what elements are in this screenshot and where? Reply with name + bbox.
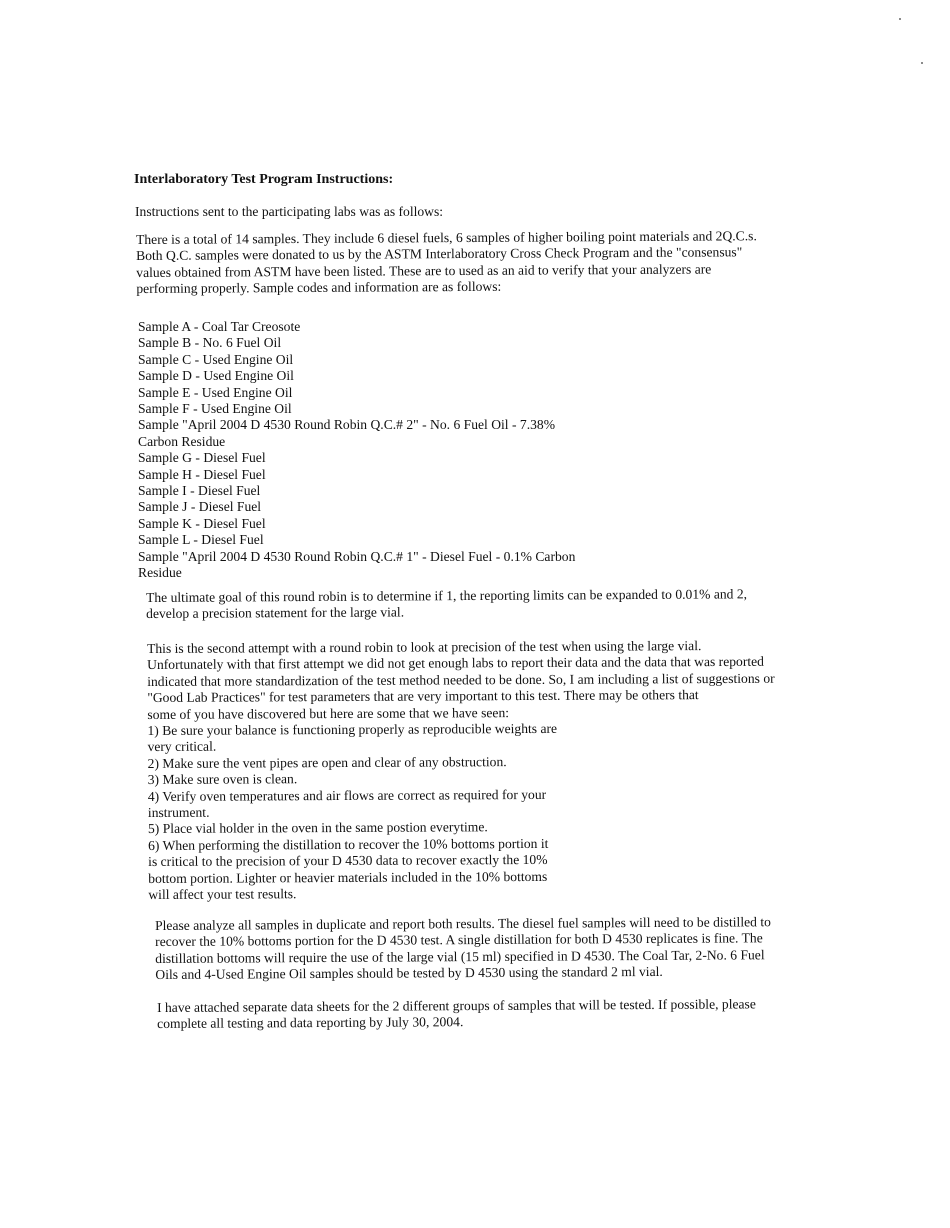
scan-speck xyxy=(921,62,923,64)
list-item: bottom portion. Lighter or heavier materials included in the 10% bottoms xyxy=(148,868,548,886)
text-line: Please analyze all samples in duplicate and report both results. The diesel fuel samples will need to be distilled to xyxy=(155,914,771,933)
list-item: Sample B - No. 6 Fuel Oil xyxy=(138,335,282,351)
overview-paragraph xyxy=(136,228,757,297)
list-item: Sample D - Used Engine Oil xyxy=(138,368,294,384)
sample-list xyxy=(138,319,575,582)
list-item: Sample "April 2004 D 4530 Round Robin Q.C.# 1" - Diesel Fuel - 0.1% Carbon xyxy=(138,548,576,564)
text-line: I have attached separate data sheets for the 2 different groups of samples that will be tested. If possible, please xyxy=(157,996,756,1015)
intro-line: Instructions sent to the participating labs was as follows: xyxy=(135,204,444,219)
text-line: recover the 10% bottoms portion for the D 4530 test. A single distillation for both D 4530 replicates is fine. The xyxy=(155,930,763,950)
analysis-paragraph xyxy=(155,914,771,983)
text-line: Unfortunately with that first attempt we did not get enough labs to report their data and the data that was reported xyxy=(147,654,764,673)
list-item: Sample G - Diesel Fuel xyxy=(138,450,266,466)
list-item: Sample I - Diesel Fuel xyxy=(138,483,261,499)
list-item: Sample F - Used Engine Oil xyxy=(138,401,292,417)
text-line: develop a precision statement for the large vial. xyxy=(146,604,405,622)
list-item: 2) Make sure the vent pipes are open and clear of any obstruction. xyxy=(147,753,507,771)
text-line: The ultimate goal of this round robin is to determine if 1, the reporting limits can be expanded to 0.01% and 2, xyxy=(146,586,748,605)
list-item: very critical. xyxy=(147,739,217,755)
list-item: Sample A - Coal Tar Creosote xyxy=(138,319,301,334)
text-line: This is the second attempt with a round robin to look at precision of the test when using the large vial. xyxy=(147,638,702,656)
list-item: Residue xyxy=(138,565,182,581)
text-line: performing properly. Sample codes and information are as follows: xyxy=(136,278,502,297)
list-item: Sample L - Diesel Fuel xyxy=(138,532,264,548)
list-item: Sample J - Diesel Fuel xyxy=(138,499,262,515)
list-item: 5) Place vial holder in the oven in the same postion everytime. xyxy=(147,819,488,837)
practices-paragraph xyxy=(147,638,776,904)
text-line: some of you have discovered but here are some that we have seen: xyxy=(147,704,510,722)
text-line: distillation bottoms will require the use of the large vial (15 ml) specified in D 4530. The Coal Tar, 2-No. 6 Fuel xyxy=(155,947,765,966)
text-line: Both Q.C. samples were donated to us by the ASTM Interlaboratory Cross Check Program and the "consensus" xyxy=(136,244,743,264)
list-item: instrument. xyxy=(147,804,210,821)
section-heading: Interlaboratory Test Program Instructions: xyxy=(134,172,394,187)
list-item: Carbon Residue xyxy=(138,433,226,449)
list-item: is critical to the precision of your D 4530 data to recover exactly the 10% xyxy=(148,852,548,870)
text-line: "Good Lab Practices" for test parameters that are very important to this test. There may be others that xyxy=(147,687,699,706)
text-line: indicated that more standardization of the test method needed to be done. So, I am including a list of suggestions or xyxy=(147,670,775,689)
text-line: There is a total of 14 samples. They include 6 diesel fuels, 6 samples of higher boiling point materials and 2Q.C.s. xyxy=(136,228,757,247)
list-item: will affect your test results. xyxy=(148,886,297,903)
text-line: Oils and 4-Used Engine Oil samples should be tested by D 4530 using the standard 2 ml vial. xyxy=(155,964,663,983)
closing-paragraph xyxy=(157,996,756,1032)
list-item: Sample C - Used Engine Oil xyxy=(138,351,294,367)
list-item: Sample E - Used Engine Oil xyxy=(138,384,293,400)
list-item: Sample H - Diesel Fuel xyxy=(138,466,266,482)
list-item: 6) When performing the distillation to recover the 10% bottoms portion it xyxy=(148,835,549,853)
text-line: complete all testing and data reporting by July 30, 2004. xyxy=(157,1014,464,1032)
list-item: Sample K - Diesel Fuel xyxy=(138,515,266,531)
list-item: 4) Verify oven temperatures and air flows are correct as required for your xyxy=(147,786,547,804)
text-line: values obtained from ASTM have been listed. These are to used as an aid to verify that your analyzers are xyxy=(136,261,712,280)
scan-speck xyxy=(899,18,901,20)
list-item: 1) Be sure your balance is functioning properly as reproducible weights are xyxy=(147,720,558,739)
goal-paragraph xyxy=(146,586,747,622)
list-item: 3) Make sure oven is clean. xyxy=(147,771,298,788)
list-item: Sample "April 2004 D 4530 Round Robin Q.C.# 2" - No. 6 Fuel Oil - 7.38% xyxy=(138,417,556,433)
